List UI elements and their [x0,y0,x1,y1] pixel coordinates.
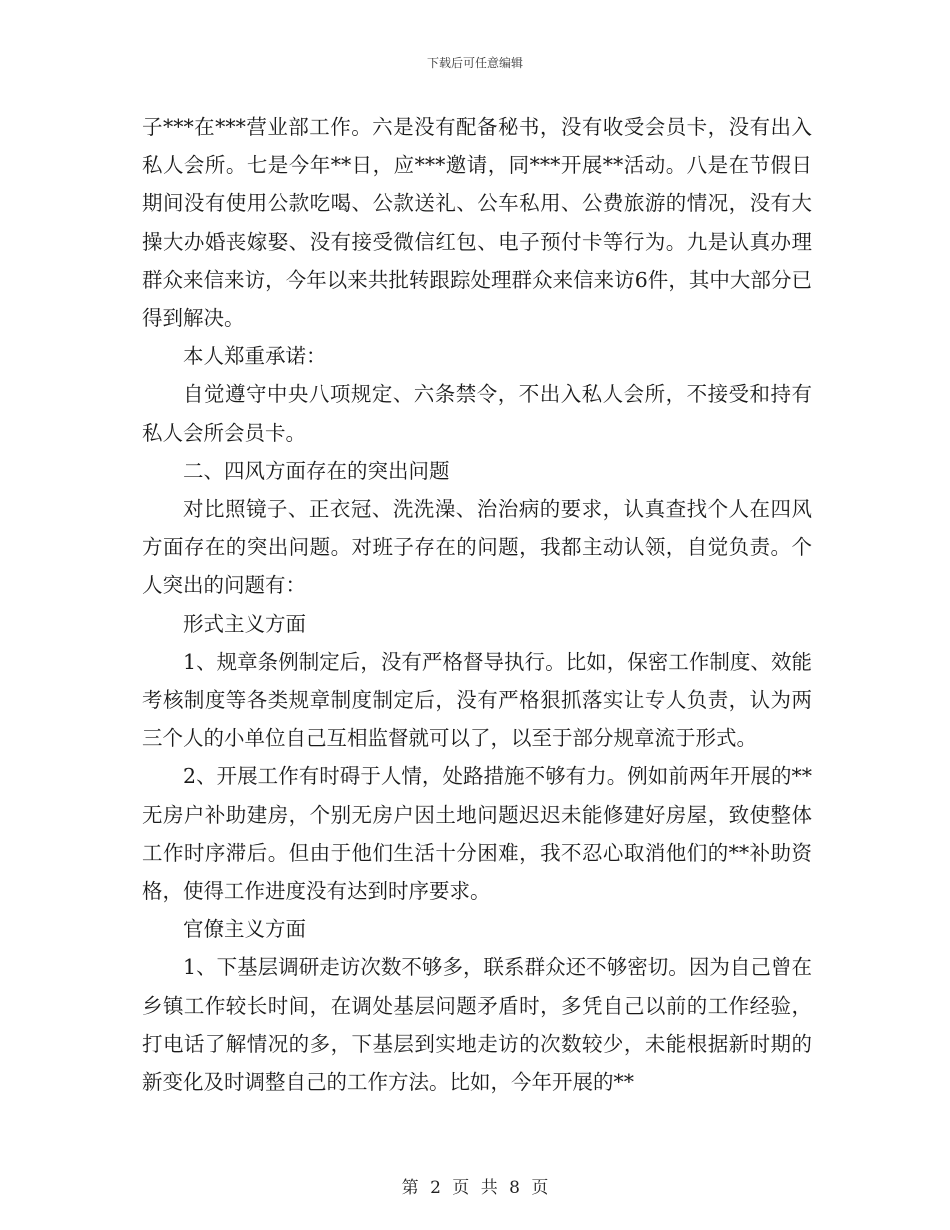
page-header-note: 下载后可任意编辑 [426,56,523,70]
paragraph: 对比照镜子、正衣冠、洗洗澡、治治病的要求，认真查找个人在四风方面存在的突出问题。对班子存在的问题，我都主动认领，自觉负责。个人突出的问题有： [142,497,812,598]
paragraph: 本人郑重承诺： [183,344,327,369]
paragraph: 子***在***营业部工作。六是没有配备秘书，没有收受会员卡，没有出入私人会所。七是今年**日，应***邀请，同***开展**活动。八是在节假日期间没有使用公款吃喝、公款送礼、公车私用、公费旅游的情况，没有大操大办婚丧嫁娶、没有接受微信红包、电子预付卡等行为。九是认真办理群众来信来访，今年以来共批转跟踪处理群众来信来访6件，其中大部分已得到解决。 [142,115,812,331]
section-heading: 二、四风方面存在的突出问题 [183,458,450,483]
page-number-footer: 第 2 页 共 8 页 [401,1178,549,1198]
subsection-heading: 官僚主义方面 [183,917,306,942]
document-body [142,108,812,1101]
paragraph: 1、下基层调研走访次数不够多，联系群众还不够密切。因为自己曾在乡镇工作较长时间，在调处基层问题矛盾时，多凭自己以前的工作经验，打电话了解情况的多，下基层到实地走访的次数较少，未能根据新时期的新变化及时调整自己的工作方法。比如，今年开展的** [142,955,812,1095]
subsection-heading: 形式主义方面 [183,611,306,636]
paragraph: 2、开展工作有时碍于人情，处路措施不够有力。例如前两年开展的**无房户补助建房，个别无房户因土地问题迟迟未能修建好房屋，致使整体工作时序滞后。但由于他们生活十分困难，我不忍心取消他们的**补助资格，使得工作进度没有达到时序要求。 [142,764,812,904]
paragraph: 自觉遵守中央八项规定、六条禁令，不出入私人会所，不接受和持有私人会所会员卡。 [142,382,812,445]
paragraph: 1、规章条例制定后，没有严格督导执行。比如，保密工作制度、效能考核制度等各类规章制度制定后，没有严格狠抓落实让专人负责，认为两三个人的小单位自己互相监督就可以了，以至于部分规章流于形式。 [142,649,812,751]
